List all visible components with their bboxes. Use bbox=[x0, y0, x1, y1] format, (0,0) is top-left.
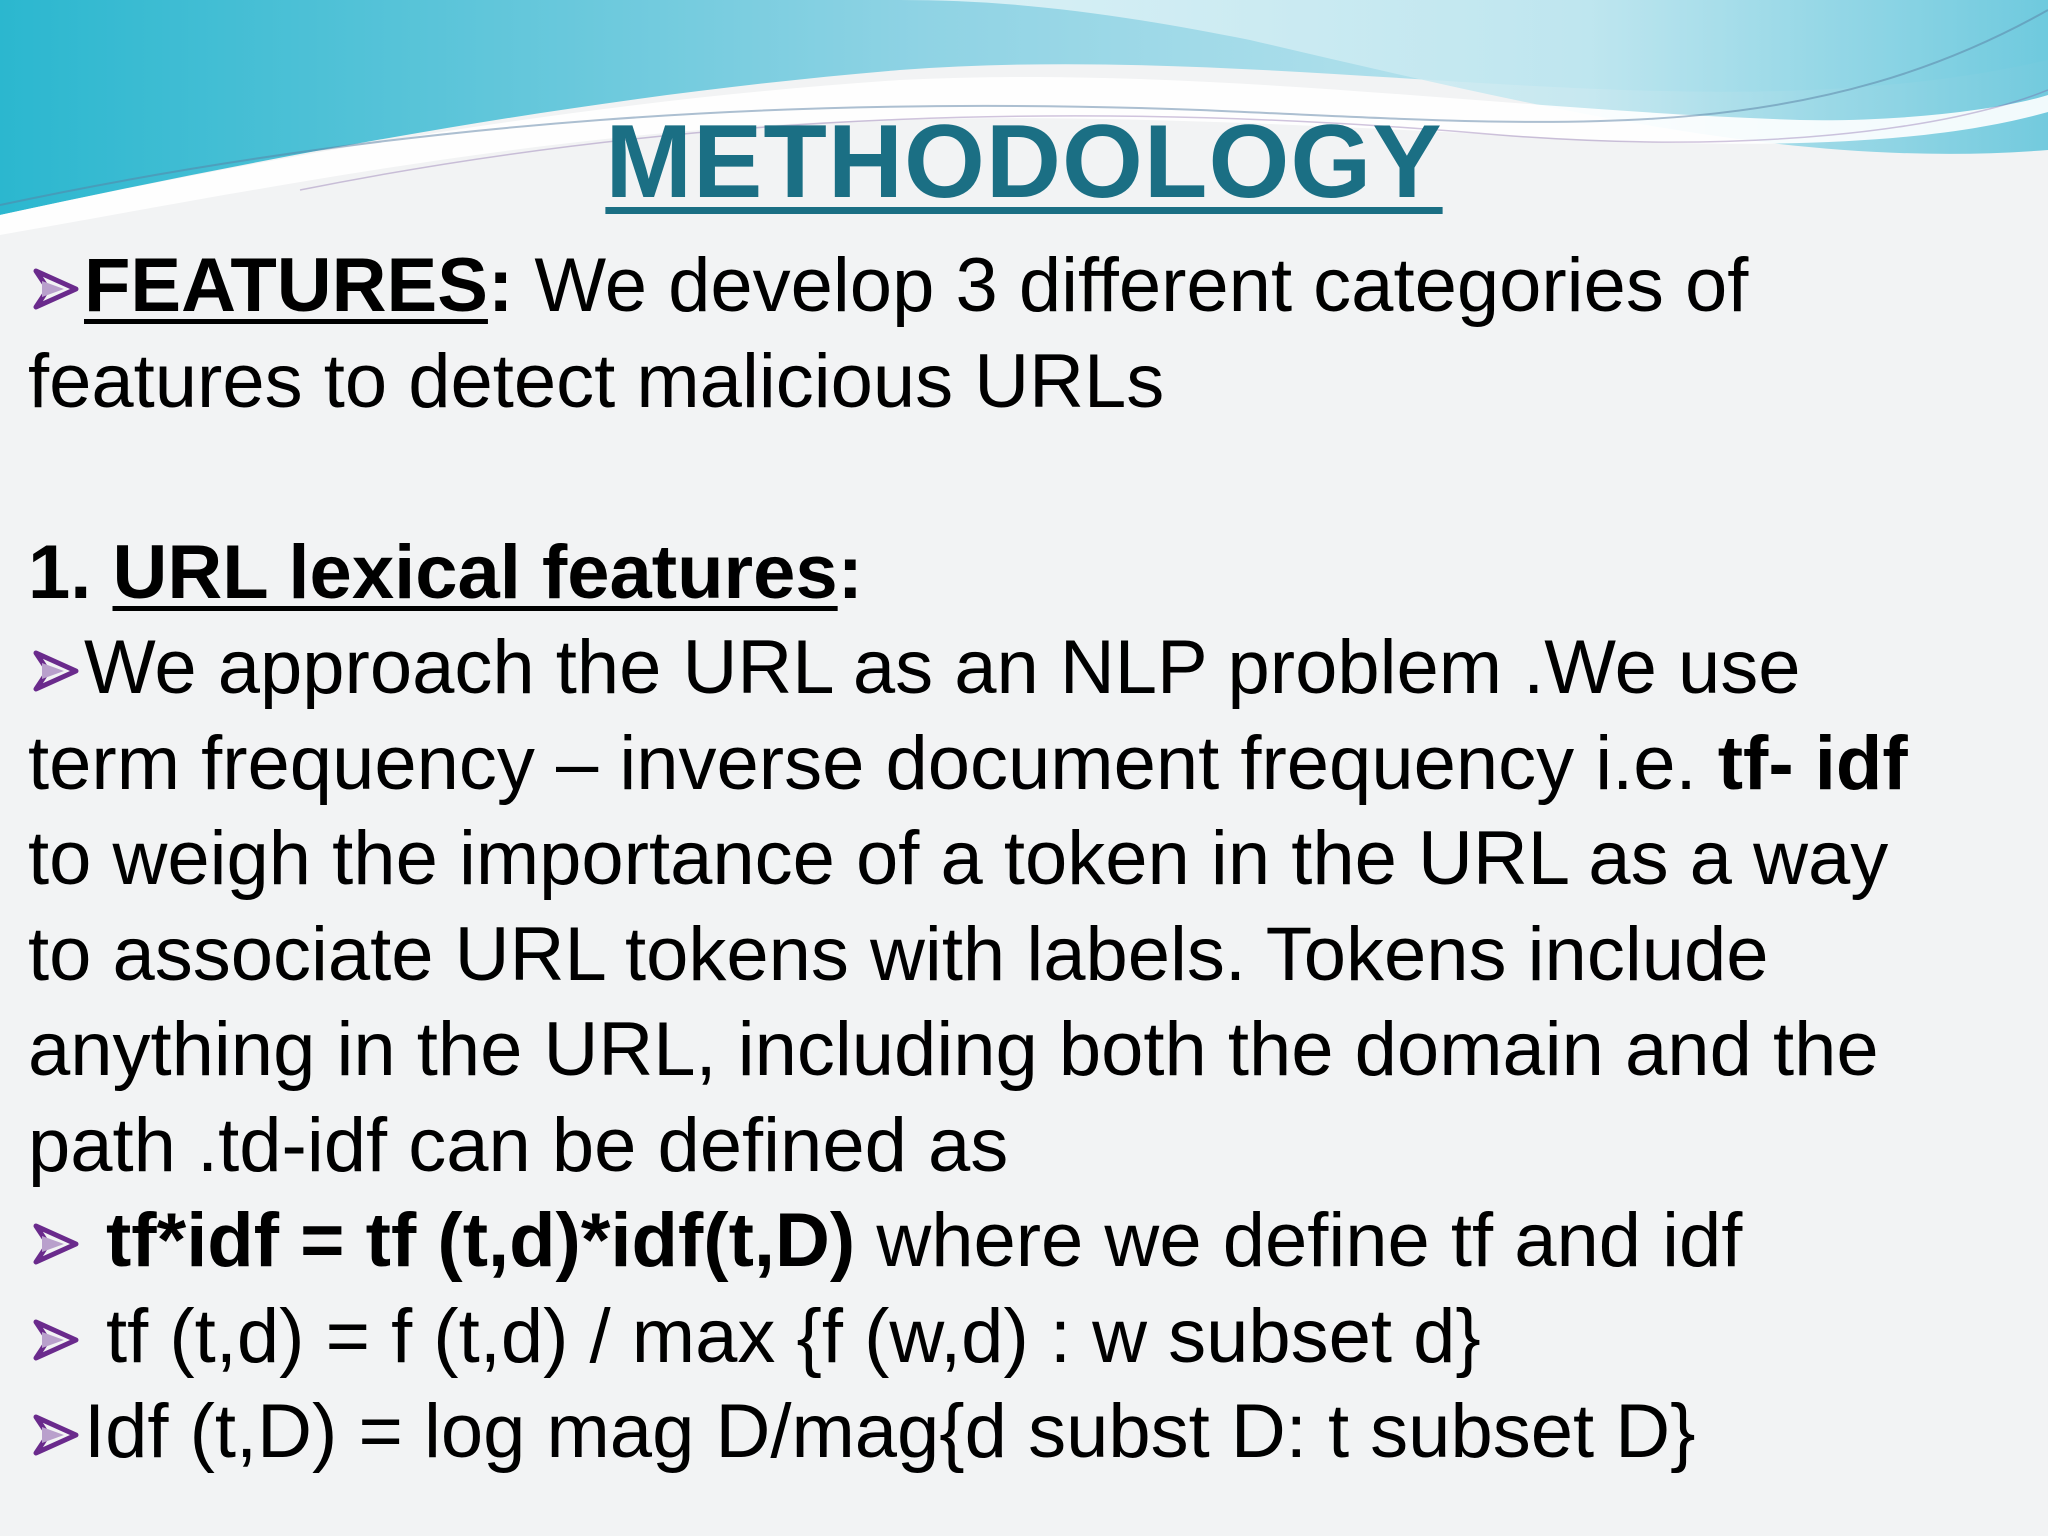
arrow-bullet-icon bbox=[28, 641, 84, 697]
arrow-bullet-icon bbox=[28, 1310, 84, 1366]
arrow-bullet-icon bbox=[28, 1214, 84, 1270]
features-line-2: features to detect malicious URLs bbox=[28, 338, 1165, 424]
arrow-bullet-icon bbox=[28, 259, 84, 315]
features-heading: FEATURES bbox=[84, 243, 488, 328]
para-line-5: anything in the URL, including both the domain and the bbox=[28, 1007, 1879, 1092]
slide-body bbox=[28, 238, 2028, 1480]
section-title: URL lexical features bbox=[112, 529, 838, 615]
spacer bbox=[28, 429, 2028, 525]
formula-1: tf*idf = tf (t,d)*idf(t,D) where we define tf and idf bbox=[28, 1193, 2028, 1289]
features-text: We develop 3 different categories of bbox=[513, 243, 1749, 328]
para-line-6: path .td-idf can be defined as bbox=[28, 1102, 1009, 1188]
formula-3: Idf (t,D) = log mag D/mag{d subst D: t subset D} bbox=[28, 1384, 2028, 1480]
slide-title: METHODOLOGY bbox=[605, 104, 1443, 220]
section-heading: 1. URL lexical features: bbox=[28, 529, 863, 615]
features-line-1: FEATURES: We develop 3 different categories of bbox=[28, 238, 2028, 334]
formula-2: tf (t,d) = f (t,d) / max {f (w,d) : w subset d} bbox=[28, 1289, 2028, 1385]
para-line-4: to associate URL tokens with labels. Tokens include bbox=[28, 911, 1769, 997]
para-line-1: We approach the URL as an NLP problem .We use bbox=[28, 620, 2028, 716]
para-line-2: term frequency – inverse document frequency i.e. tf- idf bbox=[28, 720, 1908, 806]
para-line-3: to weigh the importance of a token in the URL as a way bbox=[28, 816, 1889, 901]
arrow-bullet-icon bbox=[28, 1405, 84, 1461]
